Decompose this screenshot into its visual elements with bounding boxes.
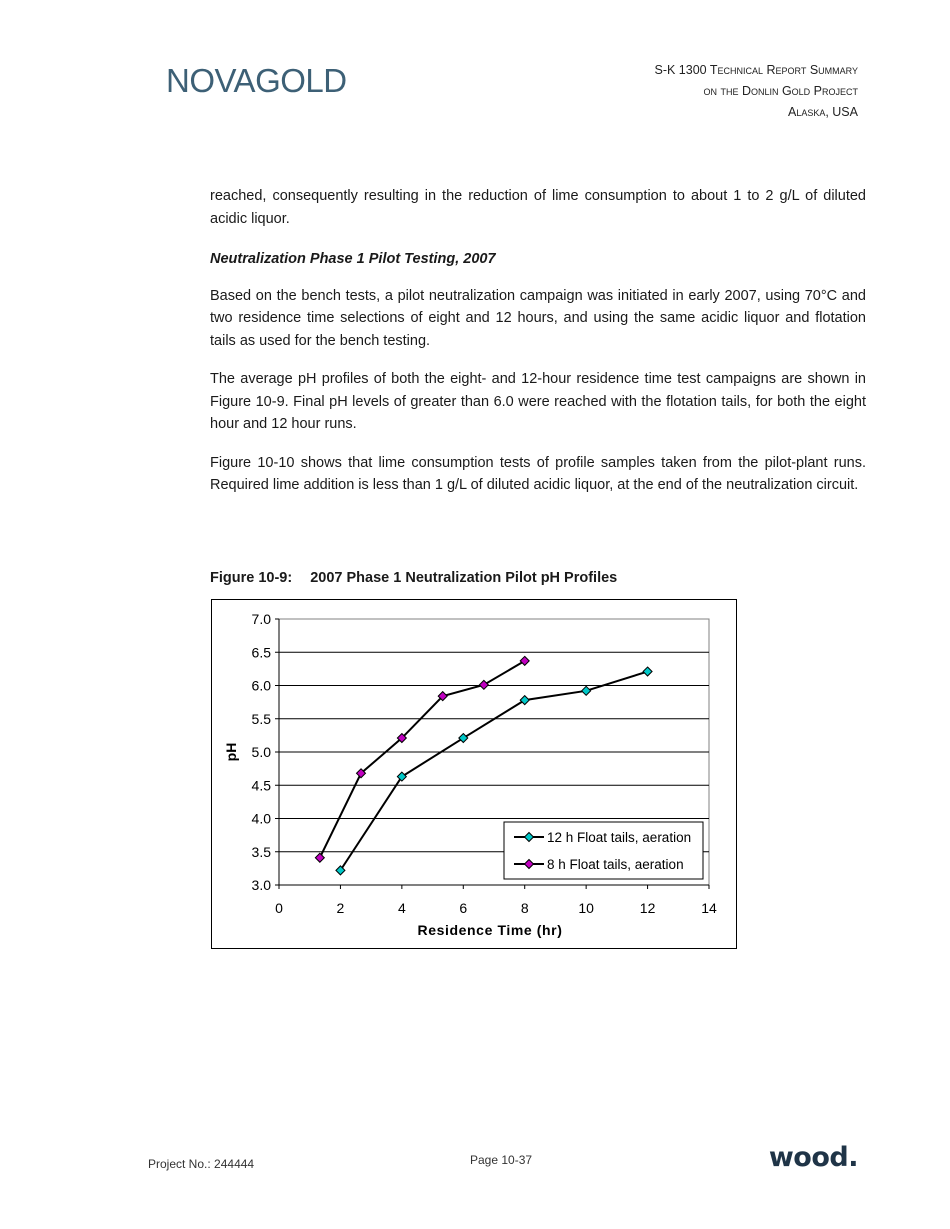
report-title-line-3: Alaska, USA (787, 105, 858, 119)
y-tick-label: 7.0 (251, 611, 271, 627)
data-point-series-0 (643, 667, 652, 676)
x-tick-label: 12 (639, 900, 656, 916)
figure-title: 2007 Phase 1 Neutralization Pilot pH Profiles (310, 570, 618, 586)
y-tick-label: 6.5 (251, 644, 271, 661)
project-number (148, 1157, 254, 1171)
y-tick-label: 5.5 (251, 710, 271, 727)
y-tick-label: 3.0 (251, 877, 271, 893)
page-number: Page 10-37 (470, 1153, 533, 1167)
x-tick-label: 2 (336, 900, 345, 916)
data-point-series-0 (520, 696, 529, 705)
figure-caption (210, 570, 617, 586)
chart-frame (211, 599, 737, 949)
report-title-line-2: on the Donlin Gold Project (703, 84, 858, 98)
data-point-series-1 (479, 680, 488, 689)
x-tick-label: 8 (520, 900, 529, 916)
report-header (655, 60, 859, 123)
project-value: 244444 (214, 1157, 255, 1171)
x-tick-label: 14 (701, 900, 717, 916)
paragraph-1: Based on the bench tests, a pilot neutralization campaign was initiated in early 2007, using 70°C and two residence time selections of eight and 12 hours, and using the same acidic liquor and flotation tails as used for the bench testing. (210, 287, 866, 349)
data-point-series-1 (315, 853, 324, 862)
x-tick-label: 4 (397, 900, 406, 916)
x-tick-label: 6 (459, 900, 468, 916)
paragraph-2: The average pH profiles of both the eight- and 12-hour residence time test campaigns are shown in Figure 10-9. Final pH levels of greater than 6.0 were reached with the flotation tails, for both the eight hour and 12 hour runs. (210, 371, 866, 432)
legend-label-1: 8 h Float tails, aeration (547, 857, 684, 872)
y-tick-label: 6.0 (251, 677, 271, 694)
x-tick-label: 10 (578, 900, 594, 916)
report-title-line-1: S-K 1300 Technical Report Summary (654, 63, 858, 77)
ph-profile-chart (212, 600, 736, 948)
paragraph-continued: reached, consequently resulting in the reduction of lime consumption to about 1 to 2 g/L of diluted acidic liquor. (210, 188, 866, 227)
body-text (210, 185, 866, 513)
paragraph-3: Figure 10-10 shows that lime consumption tests of profile samples taken from the pilot-plant runs. Required lime addition is less than 1 g/L of diluted acidic liquor, at the end of the neutralization circuit. (210, 454, 866, 493)
novagold-logo: NOVAGOLD (166, 62, 347, 99)
wood-logo: wood. (768, 1142, 858, 1173)
y-axis-label: pH (223, 742, 239, 762)
y-tick-label: 3.5 (251, 843, 271, 860)
series-line-1 (320, 661, 525, 858)
legend-label-0: 12 h Float tails, aeration (547, 830, 692, 845)
section-heading: Neutralization Phase 1 Pilot Testing, 2007 (210, 251, 496, 267)
y-tick-label: 4.5 (251, 777, 271, 794)
x-tick-label: 0 (275, 900, 283, 916)
x-axis-label: Residence Time (hr) (417, 922, 563, 938)
project-label: Project No.: (148, 1157, 211, 1171)
y-tick-label: 4.0 (251, 810, 271, 827)
figure-number: Figure 10-9: (210, 570, 293, 586)
y-tick-label: 5.0 (251, 744, 271, 760)
data-point-series-1 (520, 656, 529, 665)
data-point-series-0 (582, 686, 591, 695)
